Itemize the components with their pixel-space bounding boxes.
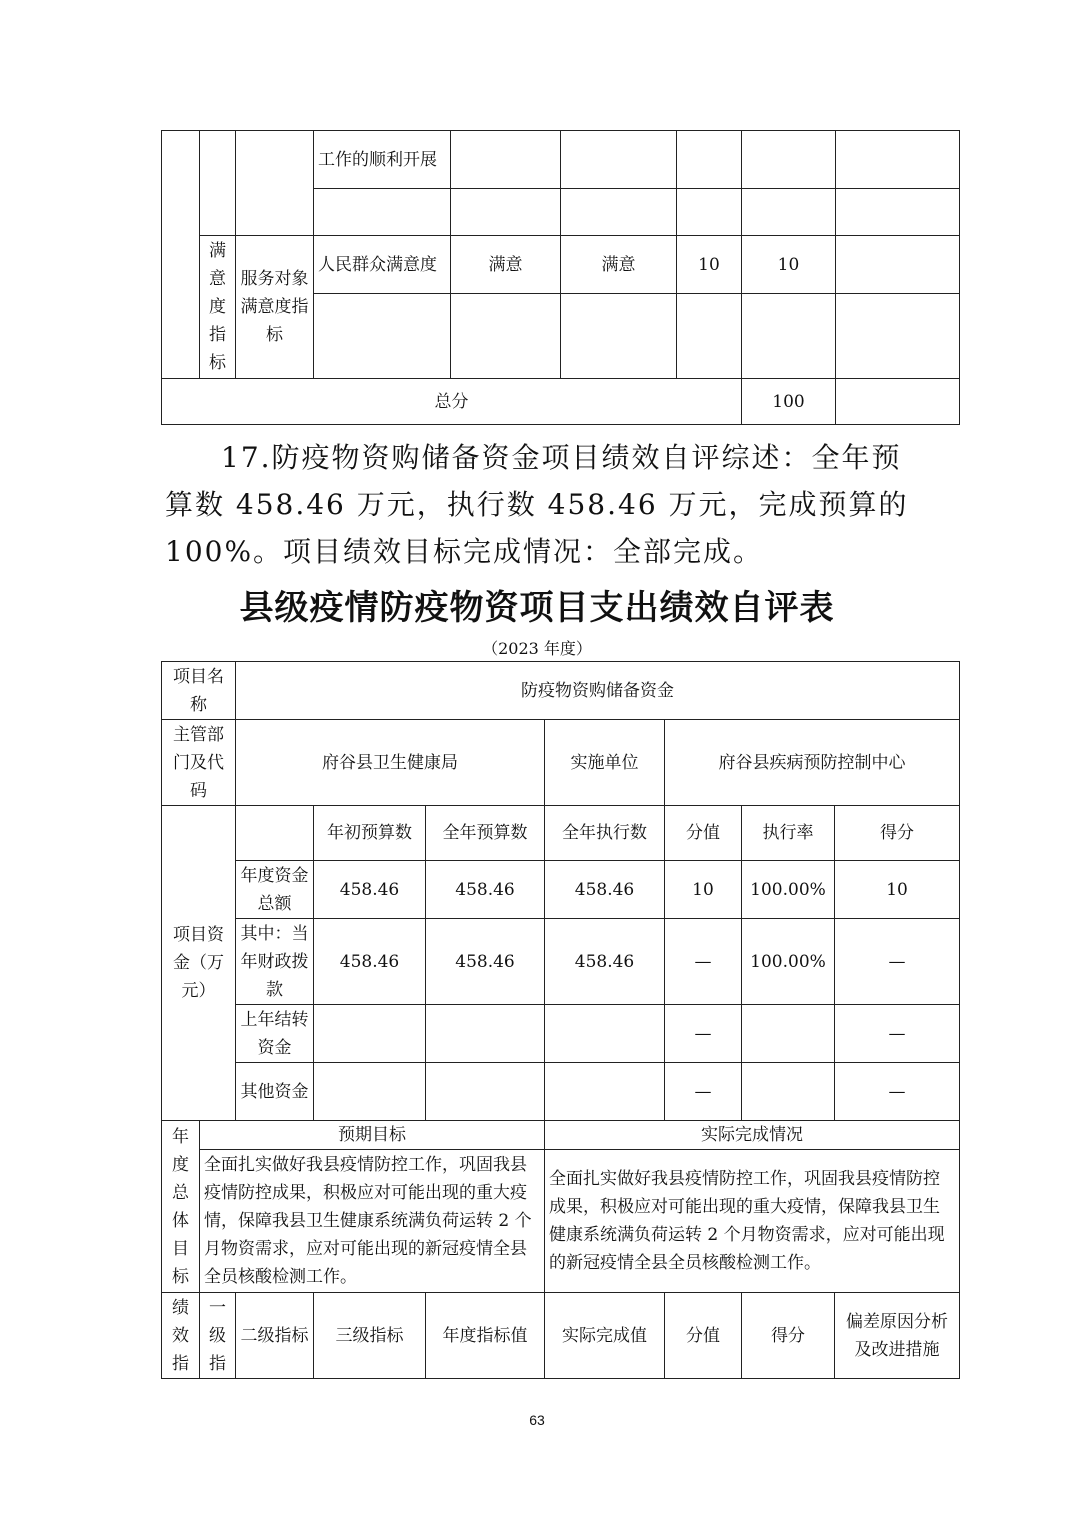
fund-cell: 10 (665, 861, 742, 919)
page-number: 63 (529, 1412, 545, 1428)
ind-header: 三级指标 (314, 1293, 426, 1379)
empty-cell (162, 131, 200, 379)
cell-score: 10 (742, 236, 836, 294)
fund-header: 全年执行数 (545, 806, 665, 861)
fund-header: 年初预算数 (314, 806, 426, 861)
fund-cell: — (835, 1063, 960, 1121)
fund-cell (742, 1063, 835, 1121)
fund-cell (545, 1005, 665, 1063)
fund-cell: 458.46 (314, 919, 426, 1005)
ind-header: 一级指 (200, 1293, 236, 1379)
fund-cell: — (665, 1063, 742, 1121)
fund-row-label: 上年结转资金 (236, 1005, 314, 1063)
ind-header: 分值 (665, 1293, 742, 1379)
cell-cat1: 满意度指标 (200, 236, 236, 379)
fund-cell: — (665, 1005, 742, 1063)
fund-row-label: 其他资金 (236, 1063, 314, 1121)
fund-cell: — (835, 1005, 960, 1063)
expected-header: 预期目标 (200, 1121, 545, 1150)
fund-cell: 100.00% (742, 861, 835, 919)
unit-label: 实施单位 (545, 720, 665, 806)
cell-actual: 满意 (561, 236, 677, 294)
self-evaluation-form (161, 661, 960, 1379)
indicator-table-continued (161, 130, 960, 425)
total-label: 总分 (162, 379, 742, 425)
form-year: （2023 年度） (482, 639, 592, 658)
total-value: 100 (742, 379, 836, 425)
fund-row-label: 其中：当年财政拨款 (236, 919, 314, 1005)
cell-weight: 10 (677, 236, 742, 294)
fund-cell: 458.46 (545, 919, 665, 1005)
fund-cell (314, 1063, 426, 1121)
dept: 府谷县卫生健康局 (236, 720, 545, 806)
fund-cell (426, 1063, 545, 1121)
ind-header: 得分 (742, 1293, 835, 1379)
fund-cell: — (665, 919, 742, 1005)
fund-cell: 100.00% (742, 919, 835, 1005)
fund-cell (314, 1005, 426, 1063)
cell-cat3: 人民群众满意度 (314, 236, 451, 294)
ind-header: 实际完成值 (545, 1293, 665, 1379)
fund-header: 全年预算数 (426, 806, 545, 861)
actual-header: 实际完成情况 (545, 1121, 960, 1150)
actual-text: 全面扎实做好我县疫情防控工作，巩固我县疫情防控成果，积极应对可能出现的重大疫情，保障我县卫生健康系统满负荷运转 2 个月物资需求，应对可能出现的新冠疫情全县全员核酸检测工作。 (545, 1150, 960, 1293)
empty-cell (236, 131, 314, 236)
fund-cell (742, 1005, 835, 1063)
ind-header: 绩效指 (162, 1293, 200, 1379)
fund-cell: 458.46 (426, 919, 545, 1005)
fund-cell: 10 (835, 861, 960, 919)
unit: 府谷县疾病预防控制中心 (665, 720, 960, 806)
ind-header: 二级指标 (236, 1293, 314, 1379)
fund-cell: 458.46 (426, 861, 545, 919)
ind-header: 偏差原因分析及改进措施 (835, 1293, 960, 1379)
cell-cat2: 服务对象满意度指标 (236, 236, 314, 379)
empty-cell (200, 131, 236, 236)
fund-cell (426, 1005, 545, 1063)
fund-row-label: 年度资金总额 (236, 861, 314, 919)
fund-cell: 458.46 (545, 861, 665, 919)
project-name-label: 项目名称 (162, 662, 236, 720)
cell-indicator: 工作的顺利开展 (314, 131, 451, 189)
expected-text: 全面扎实做好我县疫情防控工作，巩固我县疫情防控成果，积极应对可能出现的重大疫情，保障我县卫生健康系统满负荷运转 2 个月物资需求，应对可能出现的新冠疫情全县全员核酸检测工作。 (200, 1150, 545, 1293)
funds-label: 项目资金（万元） (162, 806, 236, 1121)
dept-label: 主管部门及代码 (162, 720, 236, 806)
fund-header: 分值 (665, 806, 742, 861)
ind-header: 年度指标值 (426, 1293, 545, 1379)
fund-header: 执行率 (742, 806, 835, 861)
project-name: 防疫物资购储备资金 (236, 662, 960, 720)
goal-label: 年度总体目标 (162, 1121, 200, 1293)
fund-header: 得分 (835, 806, 960, 861)
cell-target: 满意 (451, 236, 561, 294)
fund-cell: 458.46 (314, 861, 426, 919)
form-title: 县级疫情防疫物资项目支出绩效自评表 (239, 588, 835, 628)
fund-cell: — (835, 919, 960, 1005)
fund-cell (545, 1063, 665, 1121)
summary-paragraph: 17.防疫物资购储备资金项目绩效自评综述：全年预算数 458.46 万元，执行数 458.46 万元，完成预算的 100%。项目绩效目标完成情况：全部完成。 (165, 441, 909, 568)
